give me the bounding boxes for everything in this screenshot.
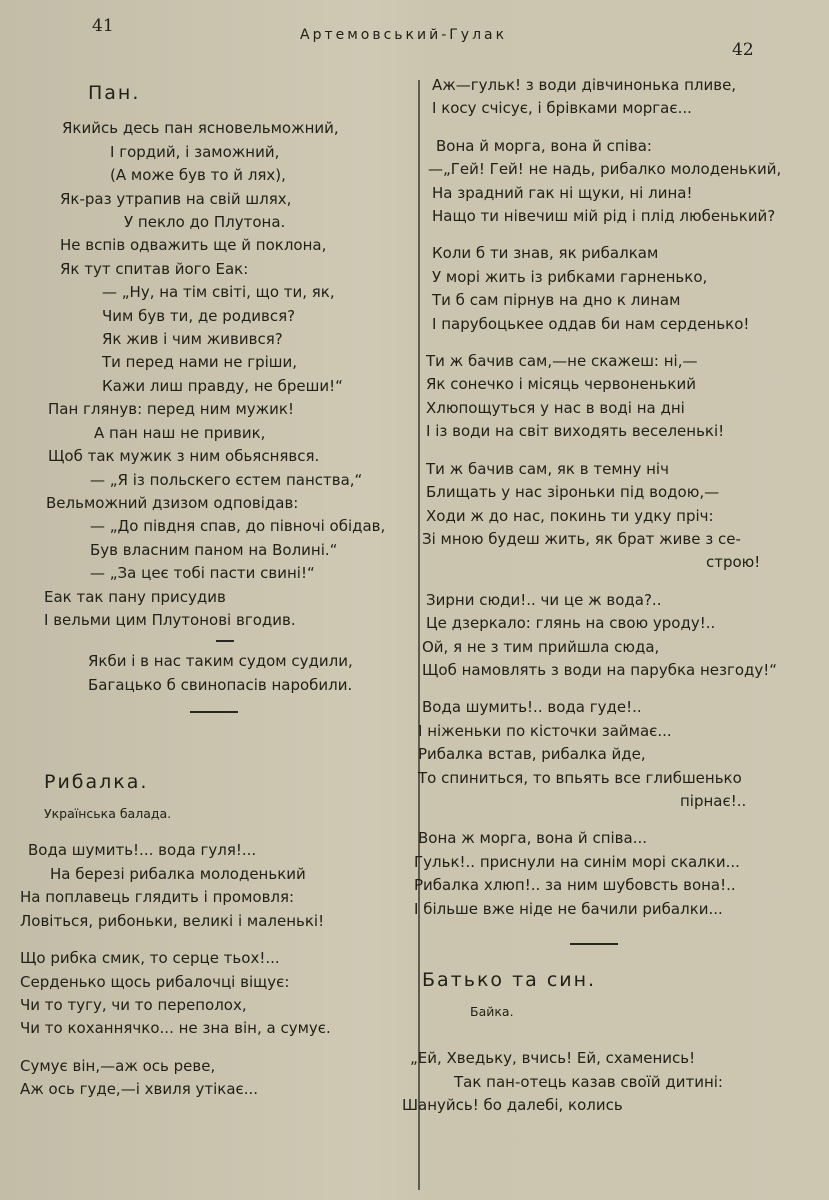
poem-subtitle: Українська балада. (44, 806, 172, 822)
poem-line: Чи то тугу, чи то переполох, (20, 995, 247, 1014)
section-rule (190, 711, 238, 713)
stanza-gap (424, 682, 824, 696)
poem-line: — „Я із польскего єстем панства,“ (90, 470, 363, 489)
poem-line: Не вспів одважить ще й поклона, (60, 236, 327, 255)
poem-line: Ходи ж до нас, покинь ти удку пріч: (426, 506, 714, 525)
stanza-gap (424, 336, 824, 350)
poem-line: І більше вже ніде не бачили рибалки... (414, 899, 723, 918)
poem-line: Сумує він,—аж ось реве, (20, 1056, 216, 1075)
poem-line: Аж ось гуде,—і хвиля утікає... (20, 1080, 259, 1099)
poem-line: „Ей, Хведьку, вчись! Ей, схаменись! (410, 1049, 696, 1068)
poem-line: Як жив і чим живився? (102, 330, 283, 349)
poem-line: Чи то коханнячко... не зна він, а сумує. (20, 1019, 331, 1038)
poem-line: — „Ну, на тім світі, що ти, як, (102, 283, 335, 302)
poem-line: І вельми цим Плутонові вгодив. (44, 610, 296, 629)
poem-title-batko: Батько та син. (422, 968, 597, 991)
stanza-gap (424, 813, 824, 827)
right-page-number: 42 (732, 40, 754, 60)
poem-line: Вона й морга, вона й співа: (436, 136, 652, 155)
section-rule (570, 943, 618, 945)
running-title: Артемовський-Гулак (300, 27, 508, 43)
poem-line: Блищать у нас зіроньки під водою,— (426, 483, 720, 502)
poem-line: Вона ж морга, вона й співа... (418, 829, 647, 848)
left-page-number: 41 (92, 16, 114, 36)
poem-line: Ти перед нами не гріши, (102, 353, 298, 372)
poem-line: І із води на світ виходять веселенькі! (426, 422, 725, 441)
poem-line: Як сонечко і місяць червоненький (426, 375, 696, 394)
stanza-gap (424, 575, 824, 589)
poem-line: Серденько щось рибалочці віщує: (20, 972, 290, 991)
poem-line: Коли б ти знав, як рибалкам (432, 244, 659, 263)
poem-line: Так пан-отець казав своїй дитині: (454, 1072, 723, 1091)
poem-line: Зирни сюди!.. чи це ж вода?.. (426, 590, 662, 609)
poem-line: Зі мною будеш жить, як брат живе з се- (422, 529, 741, 548)
poem-line: Кажи лиш правду, не бреши!“ (102, 376, 343, 395)
poem-line: На березі рибалка молоденький (50, 864, 306, 883)
poem-line: Ти ж бачив сам,—не скажеш: ні,— (426, 352, 698, 371)
poem-line: Вода шумить!.. вода гуде!.. (422, 698, 642, 717)
poem-line: Чим був ти, де родився? (102, 306, 296, 325)
poem-line: Був власним паном на Волині.“ (90, 540, 338, 559)
spacer (44, 727, 404, 771)
poem-line: Як тут спитав його Еак: (60, 259, 249, 278)
poem-line: І парубоцькее оддав би нам серденько! (432, 314, 750, 333)
poem-line: Пан глянув: перед ним мужик! (48, 400, 294, 419)
poem-line: А пан наш не привик, (94, 423, 266, 442)
poem-line: пірнає!.. (680, 791, 747, 810)
poem-line: Що рибка смик, то серце тьох!... (20, 949, 280, 968)
moral-line: Якби і в нас таким судом судили, (88, 652, 353, 671)
poem-line: На поплавець глядить і промовля: (20, 888, 295, 907)
poem-title-pan: Пан. (88, 82, 141, 104)
poem-line: Ти б сам пірнув на дно к линам (432, 291, 681, 310)
moral-line: Багацько б свинопасів наробили. (88, 675, 353, 694)
poem-line: Рибалка встав, рибалка йде, (418, 745, 646, 764)
poem-line: Нащо ти нівечиш мій рід і плід любенький? (432, 207, 776, 226)
poem-line: — „За цеє тобі пасти свині!“ (90, 564, 315, 583)
poem-line: Шануйсь! бо далебі, колись (402, 1096, 623, 1115)
poem-line: І ніженьки по кісточки займає... (418, 721, 672, 740)
poem-line: Як-раз утрапив на свій шлях, (60, 189, 292, 208)
poem-line: У пекло до Плутона. (124, 213, 286, 232)
poem-line: І гордий, і заможний, (110, 142, 280, 161)
poem-line: І косу счісує, і брівками моргає... (432, 99, 692, 118)
poem-line: Щоб намовлять з води на парубка незгоду!“ (422, 660, 778, 679)
stanza-gap (44, 1041, 404, 1055)
poem-line: Ловіться, рибоньки, великі і маленькі! (20, 911, 325, 930)
poem-line: Якийсь десь пан ясновельможний, (62, 119, 339, 138)
poem-line: Еак так пану присудив (44, 587, 226, 606)
stanza-gap (424, 444, 824, 458)
poem-line: Рибалка хлюп!.. за ним шубовсть вона!.. (414, 876, 736, 895)
stanza-gap (44, 933, 404, 947)
poem-title-rybalka: Рибалка. (44, 770, 149, 793)
poem-line: (А може був то й лях), (110, 166, 286, 185)
poem-line: Ой, я не з тим прийшла сюда, (422, 637, 660, 656)
poem-line: —„Гей! Гей! не надь, рибалко молоденький, (428, 160, 782, 179)
poem-line: строю! (706, 553, 761, 572)
poem-line: Ти ж бачив сам, як в темну ніч (426, 459, 669, 478)
poem-line: Хлюпощуться у нас в воді на дні (426, 398, 685, 417)
poem-line: Щоб так мужик з ним обьяснявся. (48, 447, 320, 466)
stanza-gap (424, 121, 824, 135)
section-dash (216, 640, 234, 642)
poem-line: На зрадний гак ні щуки, ні лина! (432, 183, 693, 202)
column-divider (418, 80, 420, 1190)
poem-line: — „До півдня спав, до півночі обідав, (90, 517, 386, 536)
poem-line: Це дзеркало: глянь на свою уроду!.. (426, 614, 716, 633)
poem-line: Аж—гульк! з води дівчинонька пливе, (432, 76, 737, 94)
poem-subtitle: Байка. (470, 1003, 514, 1019)
stanza-gap (424, 228, 824, 242)
poem-line: У морі жить із рибками гарненько, (432, 267, 708, 286)
poem-line: То спиниться, то впьять все глибшенько (418, 768, 742, 787)
poem-line: Вода шумить!... вода гуля!... (28, 841, 257, 860)
right-column (402, 74, 824, 1118)
poem-line: Вельможний дзизом одповідав: (46, 493, 299, 512)
poem-line: Гульк!.. приснули на синім морі скалки... (414, 852, 740, 871)
left-column (20, 82, 404, 1102)
